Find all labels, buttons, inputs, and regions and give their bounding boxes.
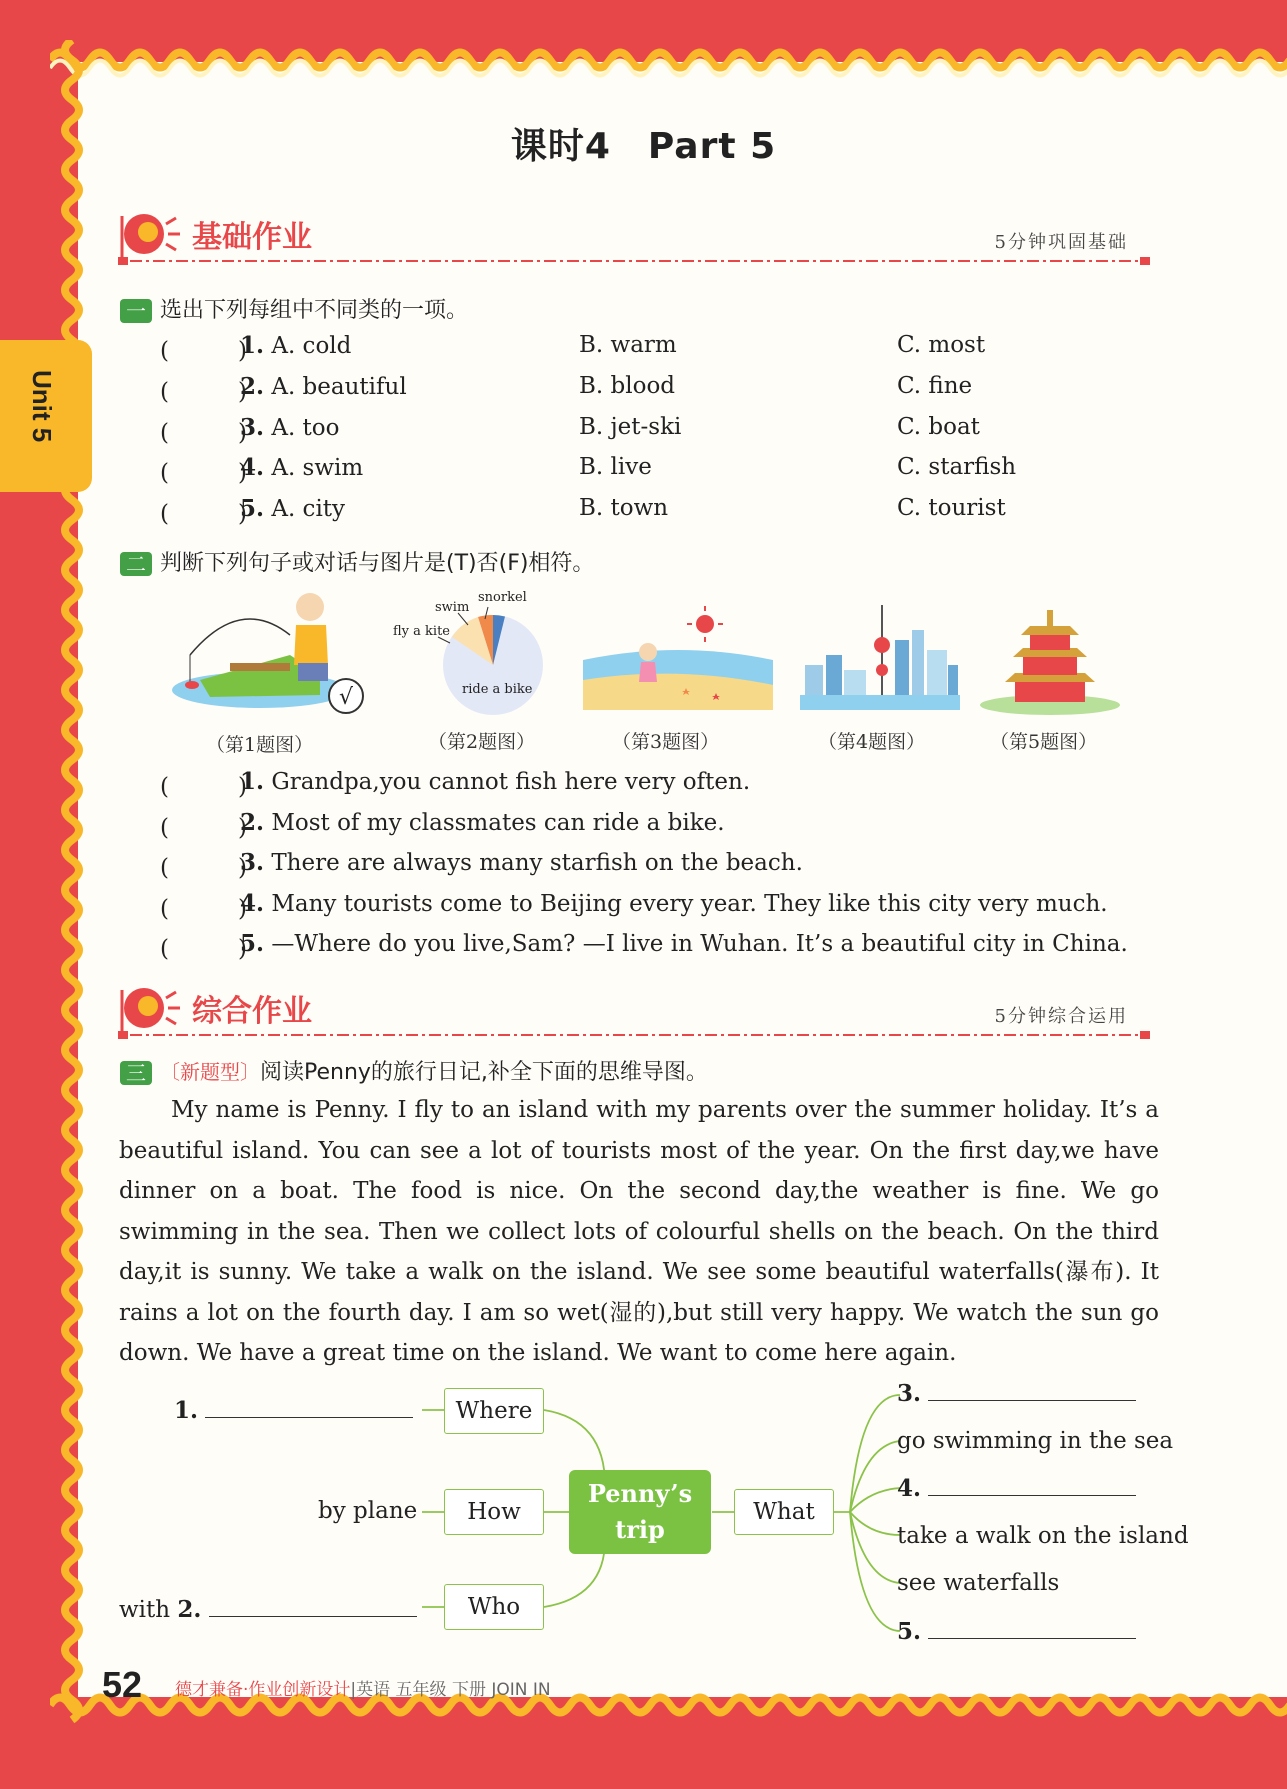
answer-paren[interactable]: ( ) <box>160 774 247 800</box>
item-number: 4. <box>240 890 265 917</box>
answer-paren[interactable]: ( ) <box>160 379 247 405</box>
statement-text: —Where do you live,Sam? —I live in Wuhan. It’s a beautiful city in China. <box>271 931 1128 957</box>
item-number: 1. <box>240 768 265 795</box>
statement-text: Most of my classmates can ride a bike. <box>271 810 725 836</box>
option-row <box>240 332 351 359</box>
option-c: C. starfish <box>897 454 1017 480</box>
dashed-divider <box>118 1030 1158 1040</box>
section-label: 综合作业 <box>192 994 312 1029</box>
mindmap-see-waterfalls: see waterfalls <box>897 1570 1060 1596</box>
with-label: with <box>119 1597 171 1623</box>
answer-paren[interactable]: ( ) <box>160 501 247 527</box>
unit-tab-label: Unit 5 <box>27 370 57 443</box>
option-b: B. blood <box>579 373 676 399</box>
statement-text: Grandpa,you cannot fish here very often. <box>271 769 751 795</box>
option-a: A. too <box>271 415 340 441</box>
statement-row <box>240 768 750 795</box>
option-a: A. city <box>271 496 346 522</box>
picture-caption: （第2题图） <box>428 731 536 753</box>
question-3-heading <box>120 1055 708 1086</box>
option-b: B. warm <box>579 332 677 358</box>
mindmap-center <box>569 1470 711 1554</box>
reading-passage <box>119 1090 1159 1374</box>
blank-line <box>928 1638 1136 1639</box>
passage-text: My name is Penny. I fly to an island with my parents over the summer holiday. It’s a beautiful island. You can see a lot of tourists most of the year. On the first day,we have dinner on a boat. The food is nice. On the second day,the weather is fine. We go swimming in the sea. Then we collect lots of colourful shells on the beach. On the third day,it is sunny. We take a walk on the island. We see some beautiful waterfalls(瀑布). It rains a lot on the fourth day. I am so wet(湿的),but still very happy. We watch the sun go down. We have a great time on the island. We want to come here again. <box>119 1097 1159 1366</box>
option-row <box>240 373 407 400</box>
blank-number: 1. <box>174 1397 199 1424</box>
question-instruction: 阅读Penny的旅行日记,补全下面的思维导图。 <box>260 1060 708 1085</box>
answer-paren[interactable]: ( ) <box>160 460 247 486</box>
blank-number: 4. <box>897 1475 922 1502</box>
option-a: A. beautiful <box>271 374 407 400</box>
mindmap-by-plane: by plane <box>318 1498 418 1524</box>
wavy-border-top <box>50 40 1287 80</box>
pie-label-swim: swim <box>435 600 470 615</box>
answer-paren[interactable]: ( ) <box>160 815 247 841</box>
item-number: 5. <box>240 495 265 522</box>
mindmap-blank-3[interactable] <box>897 1380 1136 1407</box>
item-number: 2. <box>240 809 265 836</box>
answer-paren[interactable]: ( ) <box>160 338 247 364</box>
section-subtitle: 5分钟综合运用 <box>994 1006 1128 1027</box>
section-label: 基础作业 <box>192 220 312 255</box>
option-row <box>240 414 340 441</box>
picture-caption: （第4题图） <box>818 731 926 753</box>
question-2-heading <box>120 546 594 577</box>
section-header-basic <box>118 206 1158 266</box>
statement-row <box>240 849 803 876</box>
check-mark-circle-icon <box>326 676 366 716</box>
option-c: C. boat <box>897 414 980 440</box>
check-mark: √ <box>338 685 354 710</box>
mindmap-how: How <box>444 1489 544 1535</box>
question-1-heading <box>120 293 468 324</box>
wavy-border-left <box>50 40 90 1730</box>
blank-line <box>928 1495 1136 1496</box>
picture-city-skyline <box>800 600 960 710</box>
mindmap-blank-1[interactable] <box>174 1397 413 1424</box>
statement-row <box>240 930 1128 957</box>
picture-caption: （第1题图） <box>206 734 314 756</box>
mindmap-blank-4[interactable] <box>897 1475 1136 1502</box>
option-b: B. jet-ski <box>579 414 682 440</box>
picture-caption: （第3题图） <box>612 731 720 753</box>
blank-number: 3. <box>897 1380 922 1407</box>
answer-paren[interactable]: ( ) <box>160 896 247 922</box>
statement-row <box>240 809 725 836</box>
megaphone-icon <box>118 980 184 1036</box>
pie-label-bike: ride a bike <box>462 682 533 697</box>
picture-caption: （第5题图） <box>990 731 1098 753</box>
question-instruction: 判断下列句子或对话与图片是(T)否(F)相符。 <box>160 551 595 576</box>
pie-label-fly: fly a kite <box>393 624 450 639</box>
item-number: 3. <box>240 414 265 441</box>
option-b: B. town <box>579 495 669 521</box>
statement-row <box>240 890 1108 917</box>
page-number: 52 <box>102 1664 143 1705</box>
option-c: C. most <box>897 332 986 358</box>
answer-paren[interactable]: ( ) <box>160 936 247 962</box>
question-number-badge: 三 <box>120 1061 152 1085</box>
item-number: 4. <box>240 454 265 481</box>
item-number: 3. <box>240 849 265 876</box>
question-number-badge: 二 <box>120 552 152 576</box>
footer-text <box>175 1675 551 1700</box>
dashed-divider <box>118 256 1158 266</box>
mindmap-blank-2[interactable] <box>119 1596 417 1623</box>
option-c: C. fine <box>897 373 973 399</box>
unit-tab <box>0 340 92 492</box>
section-subtitle: 5分钟巩固基础 <box>994 232 1128 253</box>
item-number: 5. <box>240 930 265 957</box>
footer-book-info: |英语 五年级 下册 JOIN IN <box>350 1680 551 1700</box>
option-c: C. tourist <box>897 495 1006 521</box>
blank-number: 2. <box>177 1596 202 1623</box>
blank-line <box>205 1417 413 1418</box>
mindmap-who: Who <box>444 1584 544 1630</box>
picture-pagoda <box>975 605 1125 715</box>
item-number: 1. <box>240 332 265 359</box>
option-a: A. swim <box>271 455 364 481</box>
option-a: A. cold <box>271 333 352 359</box>
question-number-badge: 一 <box>120 299 152 323</box>
blank-line <box>209 1616 417 1617</box>
center-line-2: trip <box>615 1515 665 1544</box>
mindmap-take-walk: take a walk on the island <box>897 1523 1189 1549</box>
answer-paren[interactable]: ( ) <box>160 420 247 446</box>
mindmap-what: What <box>734 1489 834 1535</box>
statement-text: There are always many starfish on the beach. <box>271 850 803 876</box>
option-b: B. live <box>579 454 652 480</box>
mindmap-where: Where <box>444 1388 544 1434</box>
question-instruction: 选出下列每组中不同类的一项。 <box>160 298 469 323</box>
megaphone-icon <box>118 206 184 262</box>
item-number: 2. <box>240 373 265 400</box>
page-title: 课时4 Part 5 <box>510 126 777 167</box>
center-line-1: Penny’s <box>587 1479 693 1508</box>
blank-number: 5. <box>897 1618 922 1645</box>
mindmap-go-swimming: go swimming in the sea <box>897 1428 1174 1454</box>
option-row <box>240 454 363 481</box>
mindmap-blank-5[interactable] <box>897 1618 1136 1645</box>
picture-pie-chart <box>388 585 548 715</box>
section-header-comprehensive <box>118 980 1158 1040</box>
pie-label-snorkel: snorkel <box>478 590 527 605</box>
answer-paren[interactable]: ( ) <box>160 855 247 881</box>
new-type-tag: 〔新题型〕 <box>160 1060 260 1084</box>
footer-brand: 德才兼备·作业创新设计 <box>175 1680 351 1700</box>
blank-line <box>928 1400 1136 1401</box>
picture-beach <box>583 600 773 710</box>
statement-text: Many tourists come to Beijing every year. They like this city very much. <box>271 891 1108 917</box>
option-row <box>240 495 345 522</box>
mindmap-branches <box>830 1375 920 1645</box>
